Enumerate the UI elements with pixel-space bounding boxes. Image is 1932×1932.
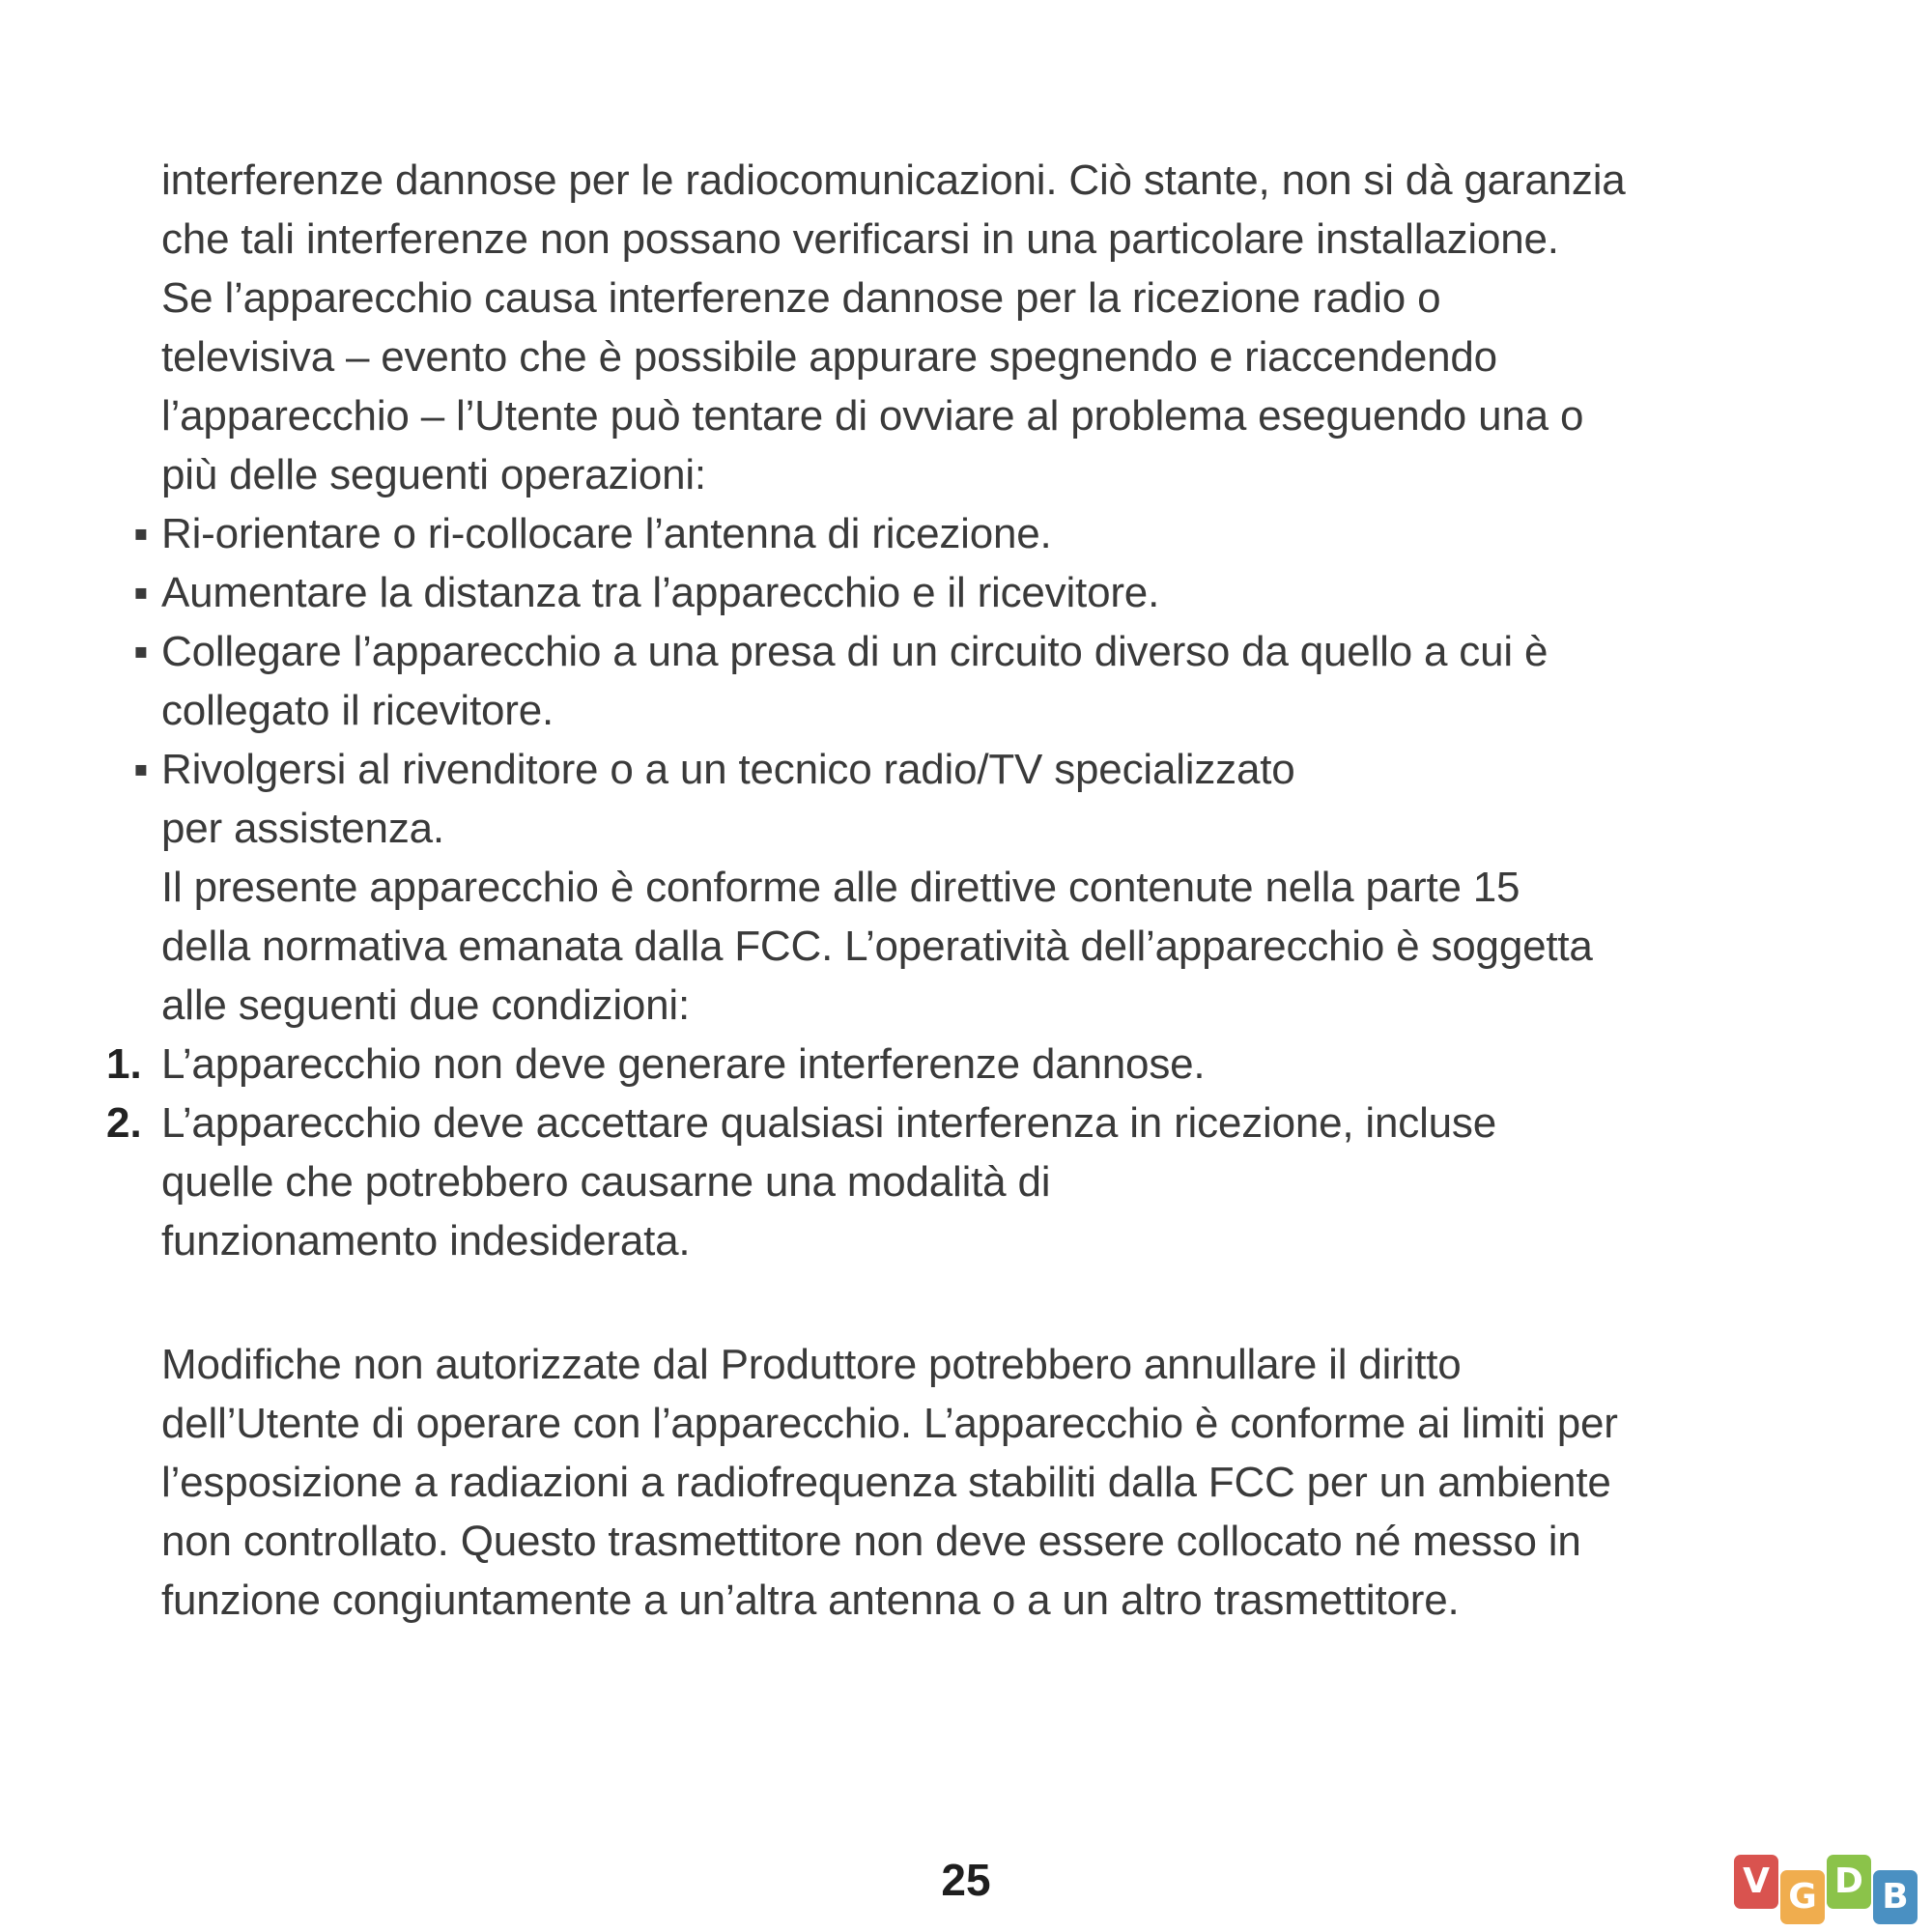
page-number: 25 (941, 1855, 991, 1905)
bullet-marker: ▪ (133, 628, 149, 675)
condition-item: L’apparecchio non deve generare interferenze dannose. (161, 1040, 1206, 1088)
closing-line: Modifiche non autorizzate dal Produttore potrebbero annullare il diritto (161, 1341, 1462, 1388)
bullet-item: Collegare l’apparecchio a una presa di un circuito diverso da quello a cui è (161, 628, 1548, 675)
watermark-tile-g: G (1780, 1870, 1825, 1924)
intro-line: l’apparecchio – l’Utente può tentare di ovviare al problema eseguendo una o (161, 392, 1584, 440)
bullet-item: Ri-orientare o ri-collocare l’antenna di ricezione. (161, 510, 1052, 557)
fcc-line: Il presente apparecchio è conforme alle direttive contenute nella parte 15 (161, 864, 1520, 911)
bullet-item: Rivolgersi al rivenditore o a un tecnico radio/TV specializzato (161, 746, 1295, 793)
vgdb-watermark-logo (1734, 1853, 1932, 1932)
condition-number: 1. (106, 1040, 142, 1088)
intro-line: più delle seguenti operazioni: (161, 451, 706, 498)
condition-item-continuation: funzionamento indesiderata. (161, 1217, 691, 1264)
fcc-line: della normativa emanata dalla FCC. L’operatività dell’apparecchio è soggetta (161, 923, 1593, 970)
watermark-tile-d: D (1827, 1855, 1871, 1909)
intro-line: Se l’apparecchio causa interferenze dannose per la ricezione radio o (161, 274, 1441, 322)
watermark-tile-b: B (1873, 1870, 1918, 1924)
bullet-marker: ▪ (133, 569, 149, 616)
bullet-item-continuation: per assistenza. (161, 805, 444, 852)
intro-line: che tali interferenze non possano verificarsi in una particolare installazione. (161, 215, 1559, 263)
closing-line: funzione congiuntamente a un’altra antenna o a un altro trasmettitore. (161, 1577, 1460, 1624)
bullet-item: Aumentare la distanza tra l’apparecchio e il ricevitore. (161, 569, 1160, 616)
closing-line: dell’Utente di operare con l’apparecchio. L’apparecchio è conforme ai limiti per (161, 1400, 1618, 1447)
intro-line: interferenze dannose per le radiocomunicazioni. Ciò stante, non si dà garanzia (161, 156, 1626, 204)
condition-item-continuation: quelle che potrebbero causarne una modalità di (161, 1158, 1051, 1206)
intro-line: televisiva – evento che è possibile appurare spegnendo e riaccendendo (161, 333, 1497, 381)
bullet-item-continuation: collegato il ricevitore. (161, 687, 554, 734)
closing-line: l’esposizione a radiazioni a radiofrequenza stabiliti dalla FCC per un ambiente (161, 1459, 1611, 1506)
closing-line: non controllato. Questo trasmettitore non deve essere collocato né messo in (161, 1518, 1581, 1565)
condition-item: L’apparecchio deve accettare qualsiasi interferenza in ricezione, incluse (161, 1099, 1496, 1147)
fcc-line: alle seguenti due condizioni: (161, 981, 691, 1029)
condition-number: 2. (106, 1099, 142, 1147)
bullet-marker: ▪ (133, 510, 149, 557)
bullet-marker: ▪ (133, 746, 149, 793)
watermark-tile-v: V (1734, 1855, 1778, 1909)
